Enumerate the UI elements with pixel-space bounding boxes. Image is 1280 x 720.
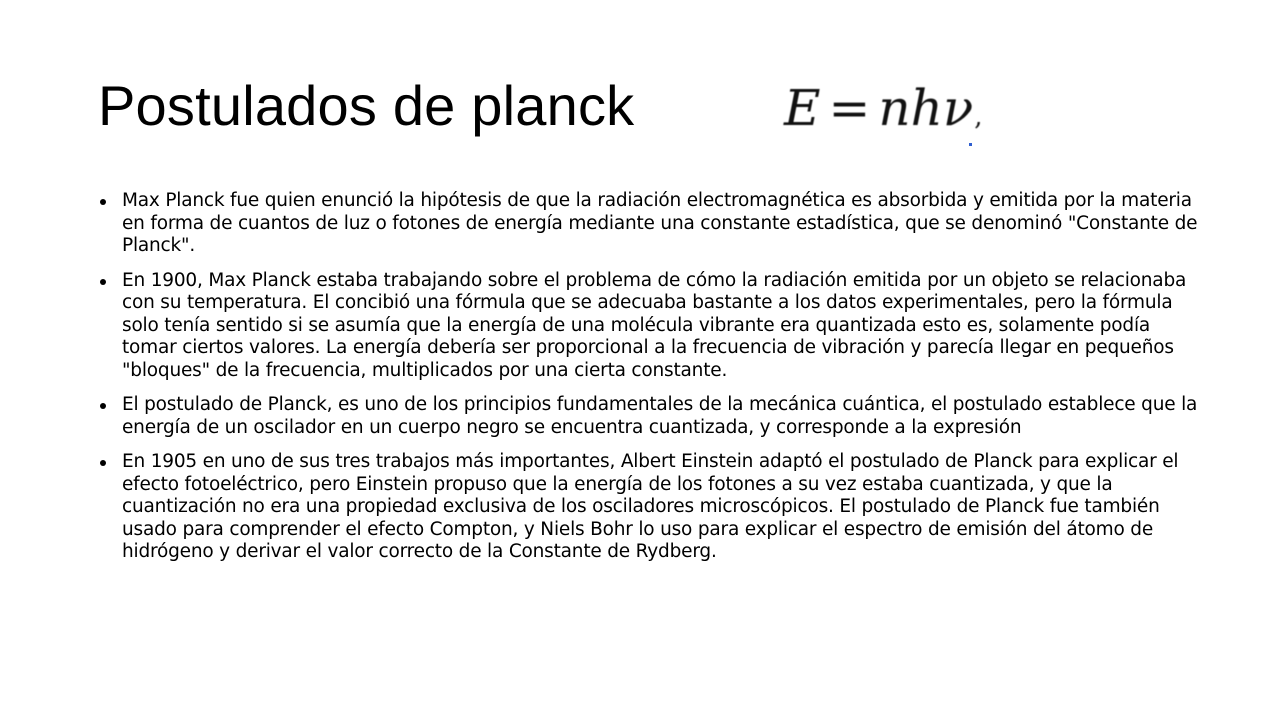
bullet-text: En 1900, Max Planck estaba trabajando sobre el problema de cómo la radiación emitida por un objeto se relacionaba con su temperatura. El concibió una fórmula que se adecuaba bastante a los datos experimentales, pero la fórmula solo tenía sentido si se asumía que la energía de una molécula vibrante era quantizada esto es, solamente podía tomar ciertos valores. La energía debería ser proporcional a la frecuencia de vibración y parecía llegar en pequeños "bloques" de la frecuencia, multiplicados por una cierta constante. [122, 269, 1187, 381]
bullet-text: Max Planck fue quien enunció la hipótesis de que la radiación electromagnética es absorbida y emitida por la materia en forma de cuantos de luz o fotones de energía mediante una constante estadística, que se denominó "Constante de Planck". [122, 190, 1198, 256]
bullet-text: El postulado de Planck, es uno de los principios fundamentales de la mecánica cuántica, el postulado establece que la energía de un oscilador en un cuerpo negro se encuentra cuantizada, y corresponde a la expresión [122, 394, 1198, 438]
formula-comma: , [974, 102, 983, 132]
bullet-text: En 1905 en uno de sus tres trabajos más importantes, Albert Einstein adaptó el postulado de Planck para explicar el efecto fotoeléctrico, pero Einstein propuso que la energía de los fotones a su vez estaba cuantizada, y que la cuantización no era una propiedad exclusiva de los osciladores microscópicos. El postulado de Planck fue también usado para comprender el efecto Compton, y Niels Bohr lo uso para explicar el espectro de emisión del átomo de hidrógeno y derivar el valor correcto de la Constante de Rydberg. [122, 451, 1179, 562]
bullet-item [98, 190, 1198, 258]
formula-n-symbol: n [878, 79, 911, 137]
formula-nu-symbol: ν [942, 79, 974, 137]
bullet-dot-icon [100, 199, 106, 205]
bullet-dot-icon [100, 279, 106, 285]
planck-formula [784, 80, 982, 145]
formula-h-symbol: h [910, 79, 943, 137]
bullet-list [98, 190, 1198, 576]
bullet-item [98, 270, 1198, 383]
formula-energy-symbol: E [784, 79, 821, 137]
blue-dot-mark [969, 143, 972, 146]
bullet-dot-icon [100, 460, 106, 466]
formula-image [784, 76, 983, 146]
bullet-dot-icon [100, 403, 106, 409]
bullet-item [98, 451, 1198, 564]
slide-title: Postulados de planck [98, 74, 635, 137]
formula-equals: = [828, 79, 871, 137]
bullet-item [98, 394, 1198, 439]
